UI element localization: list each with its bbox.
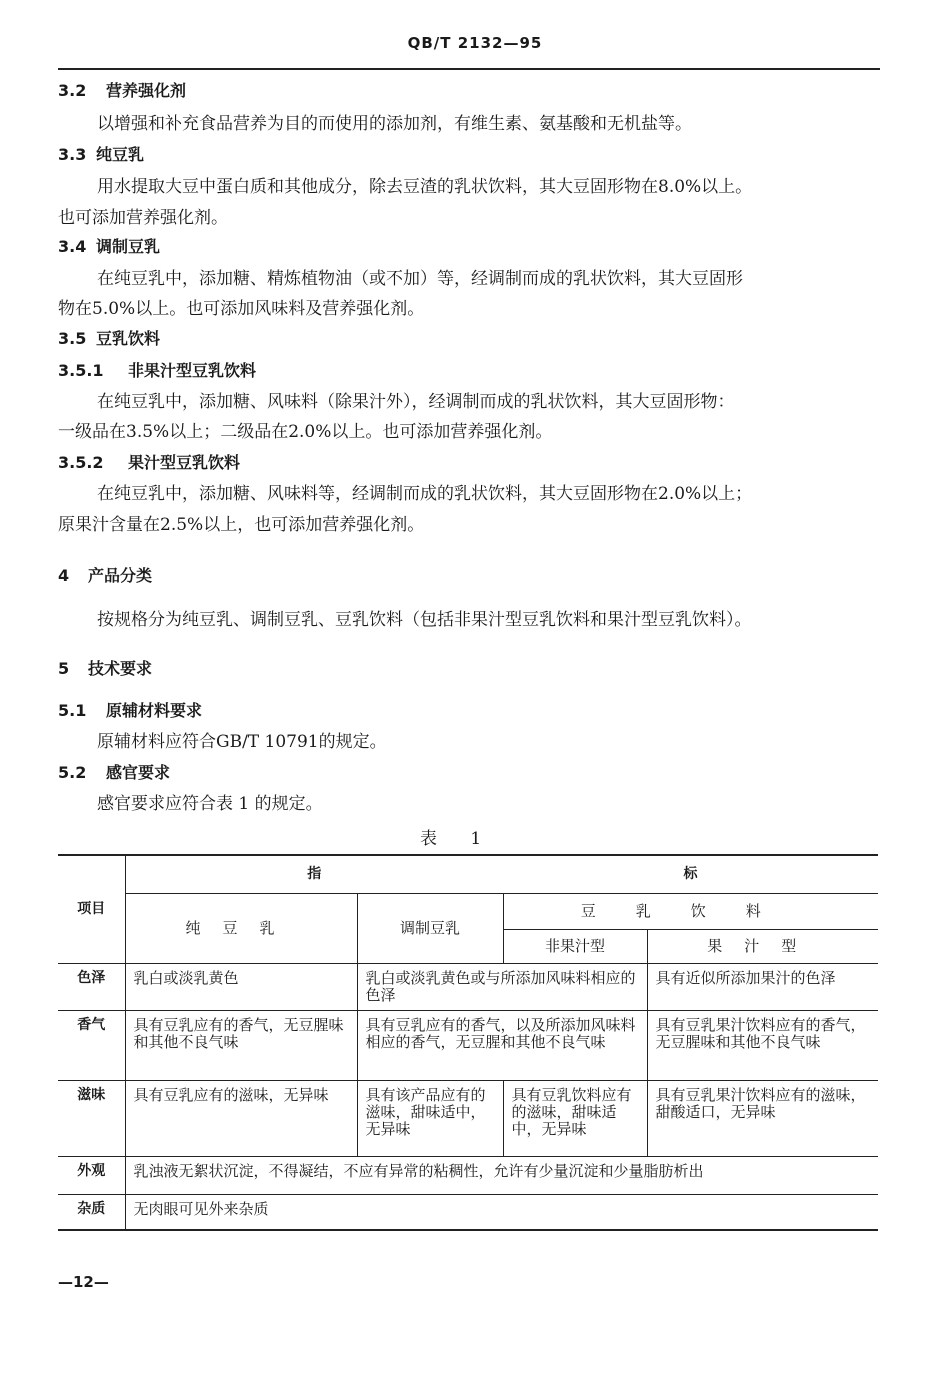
section-3-3-heading [58,144,144,166]
section-title: 原辅材料要求 [106,701,203,720]
cell: 具有近似所添加果汁的色泽 [647,963,878,1010]
header-non-juice-type: 非果汁型 [503,929,647,963]
header-modulated-soymilk: 调制豆乳 [357,893,503,963]
section-5-heading [58,658,152,680]
section-number: 5.1 [58,701,87,720]
standard-code: QB/T 2132—95 [407,34,543,52]
section-title: 调制豆乳 [96,237,161,256]
row-item-appearance: 外观 [58,1156,125,1194]
cell: 具有豆乳果汁饮料应有的香气，无豆腥味和其他不良气味 [647,1010,878,1080]
section-title: 豆乳饮料 [96,329,161,348]
section-3-5-2-text-1: 在纯豆乳中，添加糖、风味料等，经调制而成的乳状饮料，其大豆固形物在2.0%以上； [97,484,753,504]
row-item-impurity: 杂质 [58,1194,125,1230]
section-number: 5 [58,659,70,678]
section-title: 产品分类 [88,566,153,585]
sensory-requirements-table [58,854,878,1231]
section-4-heading [58,565,152,587]
section-3-5-2-text-2: 原果汁含量在2.5%以上，也可添加营养强化剂。 [58,515,425,535]
section-5-2-text: 感官要求应符合表 1 的规定。 [97,794,323,814]
section-5-1-text: 原辅材料应符合GB/T 10791的规定。 [97,732,387,752]
header-item: 项目 [58,855,125,963]
section-4-text: 按规格分为纯豆乳、调制豆乳、豆乳饮料（包括非果汁型豆乳饮料和果汁型豆乳饮料）。 [97,610,752,630]
section-title: 营养强化剂 [106,81,187,100]
page-number: —12— [58,1273,109,1291]
row-item-aroma: 香气 [58,1010,125,1080]
cell: 乳白或淡乳黄色或与所添加风味料相应的色泽 [357,963,647,1010]
table-row [58,1080,878,1156]
section-title: 果汁型豆乳饮料 [128,453,241,472]
section-number: 3.5.1 [58,361,104,380]
section-3-5-1-heading [58,360,256,382]
section-title: 非果汁型豆乳饮料 [128,361,257,380]
section-title: 感官要求 [106,763,171,782]
section-number: 3.2 [58,81,87,100]
section-title: 纯豆乳 [96,145,145,164]
section-3-4-heading [58,236,160,258]
section-number: 3.5 [58,329,87,348]
cell: 乳浊液无絮状沉淀，不得凝结，不应有异常的粘稠性，允许有少量沉淀和少量脂肪析出 [125,1156,878,1194]
cell: 无肉眼可见外来杂质 [125,1194,878,1230]
header-soymilk-beverage: 豆乳饮料 [503,893,878,929]
section-3-3-text-2: 也可添加营养强化剂。 [58,208,228,228]
row-item-color: 色泽 [58,963,125,1010]
table-caption: 表 1 [420,829,496,849]
table-header-row [58,893,878,929]
section-number: 5.2 [58,763,87,782]
header-rule [58,68,880,70]
cell: 具有豆乳果汁饮料应有的滋味，甜酸适口，无异味 [647,1080,878,1156]
section-title: 技术要求 [88,659,153,678]
row-item-taste: 滋味 [58,1080,125,1156]
cell: 具有豆乳饮料应有的滋味，甜味适中，无异味 [503,1080,647,1156]
cell: 具有豆乳应有的滋味，无异味 [125,1080,357,1156]
cell: 具有豆乳应有的香气，无豆腥味和其他不良气味 [125,1010,357,1080]
cell: 乳白或淡乳黄色 [125,963,357,1010]
header-juice-type: 果汁型 [647,929,878,963]
section-3-2-heading [58,80,186,102]
table-row [58,1194,878,1230]
table-row [58,963,878,1010]
cell: 具有豆乳应有的香气，以及所添加风味料相应的香气，无豆腥和其他不良气味 [357,1010,647,1080]
header-zhi: 指 [125,855,503,893]
table-header-row [58,855,878,893]
table-row [58,1156,878,1194]
section-number: 3.3 [58,145,87,164]
section-3-4-text-1: 在纯豆乳中，添加糖、精炼植物油（或不加）等，经调制而成的乳状饮料，其大豆固形 [97,269,743,289]
section-number: 3.4 [58,237,87,256]
section-5-1-heading [58,700,202,722]
section-number: 3.5.2 [58,453,104,472]
section-3-5-heading [58,328,160,350]
header-pure-soymilk: 纯豆乳 [125,893,357,963]
header-biao: 标 [503,855,878,893]
cell: 具有该产品应有的滋味，甜味适中，无异味 [357,1080,503,1156]
section-3-3-text-1: 用水提取大豆中蛋白质和其他成分，除去豆渣的乳状饮料，其大豆固形物在8.0%以上。 [97,177,753,197]
section-3-5-1-text-1: 在纯豆乳中，添加糖、风味料（除果汁外），经调制而成的乳状饮料，其大豆固形物： [97,392,735,412]
section-3-5-1-text-2: 一级品在3.5%以上；二级品在2.0%以上。也可添加营养强化剂。 [58,422,553,442]
section-number: 4 [58,566,70,585]
table-row [58,1010,878,1080]
section-3-4-text-2: 物在5.0%以上。也可添加风味料及营养强化剂。 [58,299,425,319]
section-3-2-text: 以增强和补充食品营养为目的而使用的添加剂，有维生素、氨基酸和无机盐等。 [97,114,692,134]
section-3-5-2-heading [58,452,240,474]
section-5-2-heading [58,762,170,784]
